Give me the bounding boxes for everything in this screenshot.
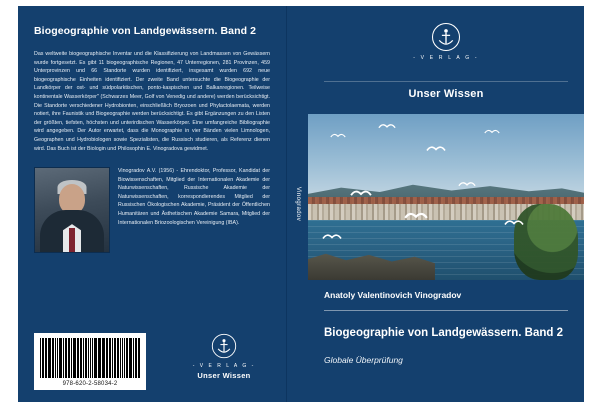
seagull-icon [404, 210, 418, 216]
seagull-icon [378, 122, 392, 128]
front-cover-title: Biogeographie von Landgewässern. Band 2 [324, 327, 563, 339]
publisher-line-1: - V E R L A G - [413, 55, 479, 61]
isbn-text: 978-620-2-58034-2 [62, 381, 118, 387]
front-cover-author: Anatoly Valentinovich Vinogradov [324, 290, 462, 300]
portrait-tie [69, 228, 75, 252]
book-spine [286, 6, 310, 402]
seagull-icon [350, 188, 364, 194]
barcode [34, 333, 146, 390]
anchor-book-icon [431, 22, 461, 52]
back-cover-title: Biogeographie von Landgewässern. Band 2 [34, 25, 257, 37]
seagull-icon [458, 180, 472, 186]
back-cover-panel [18, 6, 286, 402]
author-biography: Vinogradov A.V. (1956) - Ehrendoktor, Professor, Kandidat der Biowissenschaften, Mitglied der Internationalen Akademie der Naturwissenschaften, Russische Akademie der Naturwissenschaften, korrespondierendes Mitglied der Russischen Ökologischen Akademie, Präsident der Öffentlichen Humanitären und Ästhetischen Akademie Samara, Mitglied der Internationalen Briozoologischen Vereinigung (IBA). [118, 168, 270, 226]
divider [324, 310, 568, 311]
seagull-icon [322, 232, 336, 238]
front-cover-panel [308, 6, 584, 402]
front-publisher-logo [324, 16, 568, 82]
cover-photograph [308, 114, 584, 280]
front-cover-text-block [324, 290, 568, 365]
seagull-icon [504, 218, 518, 224]
publisher-line-2: Unser Wissen [197, 371, 251, 380]
anchor-book-icon [211, 333, 237, 359]
front-cover-subtitle: Globale Überprüfung [324, 355, 403, 366]
barcode-bars [40, 338, 140, 378]
publisher-line-2: Unser Wissen [408, 88, 484, 100]
back-cover-abstract: Das weltweite biogeographische Inventar und die Klassifizierung von Landmassen von Gewässern wurde fortgesetzt. Es gibt 11 biogeographische Regionen, 47 Unterregionen, 281 Provinzen, 459 Unterprovinzen und 66 Standorte wurden identifiziert, insgesamt wurden 692 neue biogeographische Einheiten identifiziert. Der zweite Band untersuchte die Biogeographie der Landkörper der ost- und südpolarktischen, ponto-kaspischen und Balkanregionen. Teilweise kontinentale Wasserkörper" (Schwarzes Meer, Golf von Venedig und andere) werden berücksichtigt. Die Standorte verschiedener Hydrobionten, einschließlich Bryozoen und Phylactolaemata, werden notiert, ihre Faunistik und Biogeographie werden berücksichtigt. Es gibt Ergänzungen zu den Listen der größten, tiefsten, höchsten und unterirdischen Wasserkörper. Eine umfangreiche Bibliographie wird angegeben. Der Autor erwartet, dass die Monographie in vier Bänden vielen Limnologen, Geographen und Hydrobiologen sowie Spezialisten, die Russisch studieren, als Referenz dienen wird. Das Buch ist der Biologin und Philosophin E. Vinogradova gewidmet. [34, 51, 270, 152]
photo-tree [514, 204, 578, 280]
publisher-line-1: - V E R L A G - [192, 363, 256, 369]
seagull-icon [484, 128, 498, 134]
author-portrait-photo [34, 167, 110, 253]
spine-author-text: Vinogradov [295, 186, 301, 222]
seagull-icon [330, 132, 344, 138]
author-block [34, 167, 270, 253]
seagull-icon [426, 144, 440, 150]
back-publisher-logo [178, 333, 270, 390]
back-cover-footer [34, 333, 270, 390]
